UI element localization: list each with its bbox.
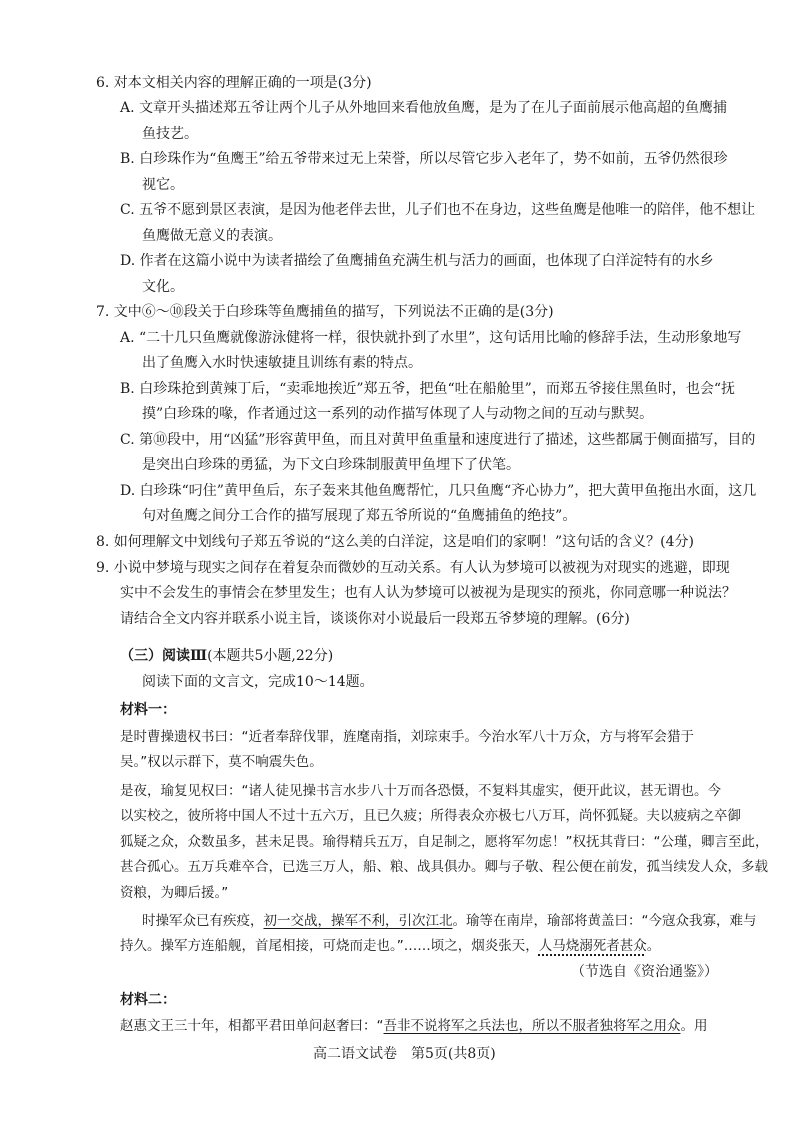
question-6-option-d-line2: 文化。 — [142, 279, 184, 295]
section-number: （三） — [120, 648, 162, 664]
section-header — [120, 646, 333, 666]
material-1-source: （节选自《资治通鉴》） — [571, 964, 718, 980]
question-7-option-c-line1: C. 第⑩段中，用“凶猛”形容黄甲鱼，而且对黄甲鱼重量和速度进行了描述，这些都属于侧面描写，目的 — [120, 432, 756, 448]
question-6-option-b-line2: 视它。 — [142, 177, 184, 193]
material-1-p2-line4: 甚合孤心。五万兵难卒合，已选三万人，船、粮、战具俱办。卿与子敬、程公便在前发，孤当续发人众，多载 — [120, 859, 768, 875]
question-7-option-d-line1: D. 白珍珠“叼住”黄甲鱼后，东子轰来其他鱼鹰帮忙，几只鱼鹰“齐心协力”，把大黄甲鱼拖出水面，这几 — [120, 483, 757, 499]
section-info: (本题共5小题,22分) — [207, 648, 334, 664]
question-8: 8. 如何理解文中划线句子郑五爷说的“这么美的白洋淀，这是咱们的家啊！”这句话的含义？(4分) — [96, 534, 694, 550]
question-7-option-b-line2: 摸”白珍珠的喙，作者通过这一系列的动作描写体现了人与动物之间的互动与默契。 — [142, 406, 654, 422]
question-9-line3: 请结合全文内容并联系小说主旨，谈谈你对小说最后一段郑五爷梦境的理解。(6分) — [120, 611, 630, 627]
section-title: 阅读Ⅲ — [162, 648, 208, 664]
question-6-option-c-line2: 鱼鹰做无意义的表演。 — [142, 228, 282, 244]
question-6-option-a-line1: A. 文章开头描述郑五爷让两个儿子从外地回来看他放鱼鹰，是为了在儿子面前展示他高超的鱼鹰捕 — [120, 100, 728, 116]
material-1-p1-line2: 吴。”权以示群下，莫不响震失色。 — [120, 754, 323, 770]
question-9-line1: 9. 小说中梦境与现实之间存在着复杂而微妙的互动关系。有人认为梦境可以被视为对现实的逃避，即现 — [96, 560, 730, 576]
question-6-option-c-line1: C. 五爷不愿到景区表演，是因为他老伴去世，儿子们也不在身边，这些鱼鹰是他唯一的陪伴，他不想让 — [120, 202, 756, 218]
material-2-label: 材料二： — [120, 992, 176, 1008]
material-1-p1-line1: 是时曹操遗权书曰：“近者奉辞伐罪，旌麾南指，刘琮束手。今治水军八十万众，方与将军会猎于 — [120, 729, 694, 745]
material-1-p2-line2: 以实校之，彼所将中国人不过十五六万，且已久疲；所得表众亦极七八万耳，尚怀狐疑。夫以疲病之卒御 — [120, 808, 741, 824]
question-9-line2: 实中不会发生的事情会在梦里发生；也有人认为梦境可以被视为是现实的预兆，你同意哪一种说法？ — [120, 585, 736, 601]
underlined-sentence-2: 吾非不说将军之兵法也，所以不服者独将军之用众 — [383, 1018, 681, 1034]
p3-line2-text-b: 。 — [646, 938, 661, 954]
material-1-p3-line2 — [120, 936, 660, 956]
question-6-stem: 6. 对本文相关内容的理解正确的一项是(3分) — [96, 75, 372, 91]
question-7-option-d-line2: 句对鱼鹰之间分工合作的描写展现了郑五爷所说的“鱼鹰捕鱼的绝技”。 — [142, 508, 577, 524]
question-7-option-a-line2: 出了鱼鹰入水时快速敏捷且训练有素的特点。 — [142, 355, 422, 371]
material-1-label: 材料一： — [120, 702, 176, 718]
p3-line2-text-a: 持久。操军方连船舰，首尾相接，可烧而走也。”……顷之，烟炎张天， — [120, 938, 539, 954]
question-6-option-a-line2: 鱼技艺。 — [142, 126, 198, 142]
m2-text-a: 赵惠文王三十年，相都平君田单问赵奢曰：“ — [120, 1018, 384, 1034]
material-1-p2-line1: 是夜，瑜复见权曰：“诸人徒见操书言水步八十万而各恐慑，不复料其虚实，便开此议，甚无谓也。今 — [120, 783, 721, 799]
m2-text-b: 。用 — [680, 1018, 708, 1034]
question-7-option-c-line2: 是突出白珍珠的勇猛，为下文白珍珠制服黄甲鱼埋下了伏笔。 — [142, 457, 520, 473]
dotted-phrase: 人马烧溺死者甚众 — [538, 938, 647, 954]
section-instruction: 阅读下面的文言文，完成10～14题。 — [142, 674, 374, 690]
material-1-p3-line1 — [142, 911, 757, 931]
material-2-line1 — [120, 1016, 708, 1036]
material-1-p2-line3: 狐疑之众，众数虽多，甚未足畏。瑜得精兵五万，自足制之，愿将军勿虑！”权抚其背曰：“公瑾，卿言至此， — [120, 834, 769, 850]
underlined-sentence-1: 初一交战，操军不利，引次江北 — [263, 913, 453, 929]
p3-text-b: 。瑜等在南岸，瑜部将黄盖曰：“今寇众我寡，难与 — [452, 913, 757, 929]
page-footer: 高二语文试卷 第5页(共8页) — [313, 1046, 496, 1062]
material-1-p2-line5: 资粮，为卿后援。” — [120, 885, 229, 901]
p3-text-a: 时操军众已有疾疫， — [142, 913, 264, 929]
question-6-option-d-line1: D. 作者在这篇小说中为读者描绘了鱼鹰捕鱼充满生机与活力的画面，也体现了白洋淀特有的水乡 — [120, 253, 714, 269]
question-7-stem: 7. 文中⑥～⑩段关于白珍珠等鱼鹰捕鱼的描写，下列说法不正确的是(3分) — [96, 304, 554, 320]
question-6-option-b-line1: B. 白珍珠作为“鱼鹰王”给五爷带来过无上荣誉，所以尽管它步入老年了，势不如前，五爷仍然很珍 — [120, 151, 728, 167]
question-7-option-b-line1: B. 白珍珠抢到黄辣丁后，“卖乖地挨近”郑五爷，把鱼“吐在船舱里”，而郑五爷接住黑鱼时，也会“抚 — [120, 381, 735, 397]
question-7-option-a-line1: A. “二十几只鱼鹰就像游泳健将一样，很快就扑到了水里”，这句话用比喻的修辞手法，生动形象地写 — [120, 330, 742, 346]
